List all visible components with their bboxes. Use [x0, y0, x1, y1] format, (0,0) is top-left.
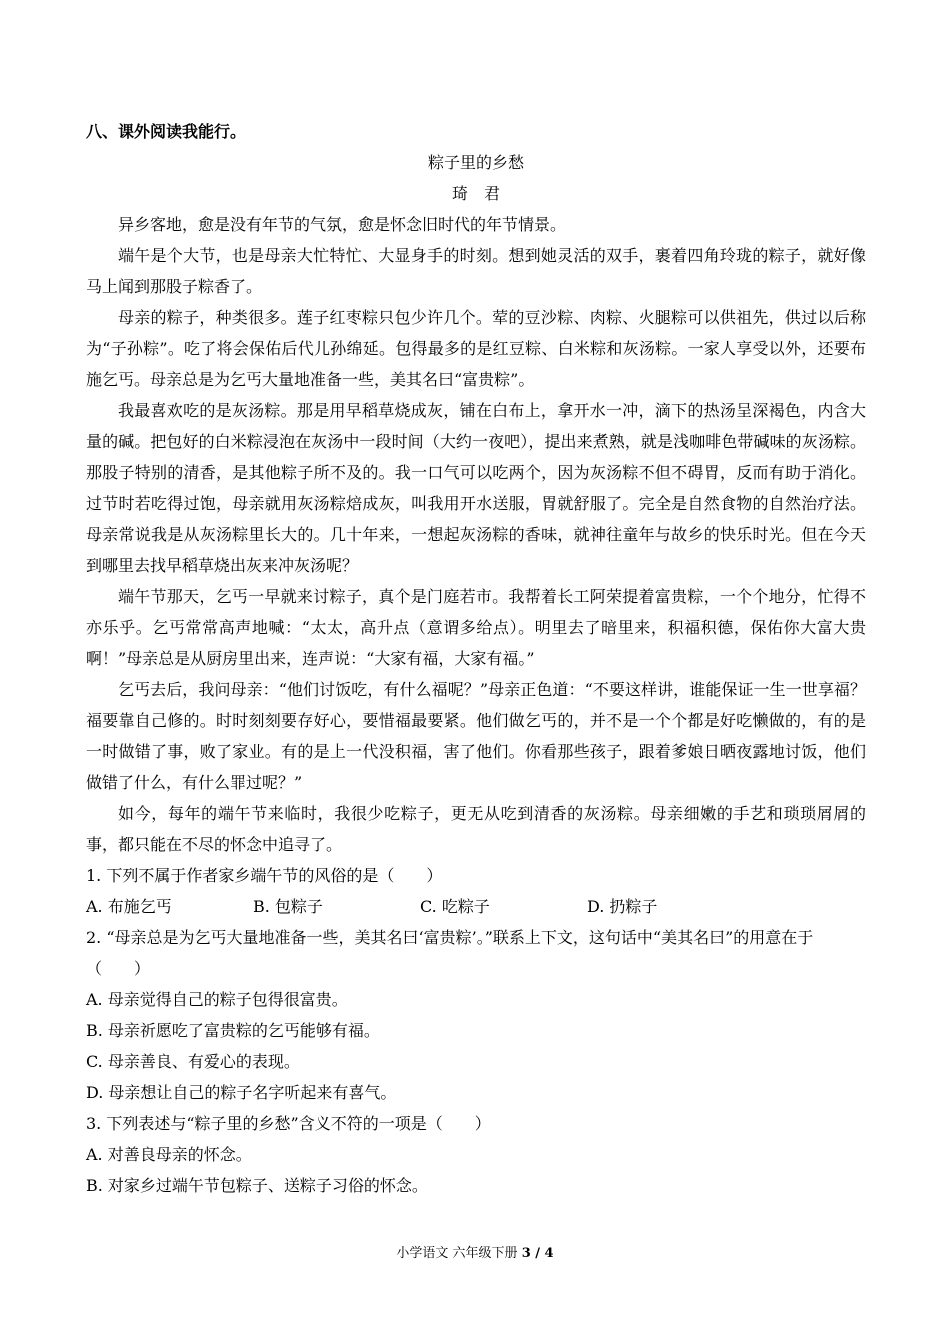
q1-option-b: B. 包粽子 [253, 897, 323, 916]
paragraph-7: 如今，每年的端午节来临时，我很少吃粽子，更无从吃到清香的灰汤粽。母亲细嫩的手艺和琐琐屑屑的事，都只能在不尽的怀念中追寻了。 [86, 804, 866, 854]
q1-option-a: A. 布施乞丐 [86, 897, 172, 916]
question-1-options [86, 891, 866, 922]
q2-option-a: A. 母亲觉得自己的粽子包得很富贵。 [86, 990, 348, 1009]
q1-option-d: D. 扔粽子 [587, 897, 658, 916]
article-author: 琦 君 [451, 184, 500, 203]
question-2-stem: 2. “母亲总是为乞丐大量地准备一些，美其名曰‘富贵粽’。”联系上下文，这句话中“美其名曰”的用意在于（ ） [86, 928, 814, 978]
paragraph-1: 异乡客地，愈是没有年节的气氛，愈是怀念旧时代的年节情景。 [118, 215, 567, 234]
footer-page-number: 3 / 4 [521, 1246, 554, 1261]
q2-option-d: D. 母亲想让自己的粽子名字听起来有喜气。 [86, 1083, 397, 1102]
q3-option-a: A. 对善良母亲的怀念。 [86, 1145, 252, 1164]
q2-option-c: C. 母亲善良、有爱心的表现。 [86, 1052, 300, 1071]
section-title: 八、课外阅读我能行。 [86, 122, 247, 141]
question-3-stem: 3. 下列表述与“粽子里的乡愁”含义不符的一项是（ ） [86, 1114, 491, 1133]
paragraph-5: 端午节那天，乞丐一早就来讨粽子，真个是门庭若市。我帮着长工阿荣提着富贵粽，一个个地分，忙得不亦乐乎。乞丐常常高声地喊：“太太，高升点（意谓多给点）。明里去了暗里来，积福积德，保佑你大富大贵啊！”母亲总是从厨房里出来，连声说：“大家有福，大家有福。” [86, 587, 866, 668]
q3-option-b: B. 对家乡过端午节包粽子、送粽子习俗的怀念。 [86, 1176, 428, 1195]
q2-option-b: B. 母亲祈愿吃了富贵粽的乞丐能够有福。 [86, 1021, 380, 1040]
footer-subject: 小学语文 六年级下册 [396, 1246, 522, 1261]
content-area [86, 116, 866, 1201]
article-title: 粽子里的乡愁 [427, 153, 524, 172]
page-footer [0, 1244, 950, 1264]
paragraph-4: 我最喜欢吃的是灰汤粽。那是用早稻草烧成灰，铺在白布上，拿开水一冲，滴下的热汤呈深褐色，内含大量的碱。把包好的白米粽浸泡在灰汤中一段时间（大约一夜吧），提出来煮熟，就是浅咖啡色带碱味的灰汤粽。那股子特别的清香，是其他粽子所不及的。我一口气可以吃两个，因为灰汤粽不但不碍胃，反而有助于消化。过节时若吃得过饱，母亲就用灰汤粽焙成灰，叫我用开水送服，胃就舒服了。完全是自然食物的自然治疗法。母亲常说我是从灰汤粽里长大的。几十年来，一想起灰汤粽的香味，就神往童年与故乡的快乐时光。但在今天到哪里去找早稻草烧出灰来冲灰汤呢？ [86, 401, 866, 575]
paragraph-3: 母亲的粽子，种类很多。莲子红枣粽只包少许几个。荤的豆沙粽、肉粽、火腿粽可以供祖先，供过以后称为“子孙粽”。吃了将会保佑后代儿孙绵延。包得最多的是红豆粽、白米粽和灰汤粽。一家人享受以外，还要布施乞丐。母亲总是为乞丐大量地准备一些，美其名曰“富贵粽”。 [86, 308, 866, 389]
paragraph-2: 端午是个大节，也是母亲大忙特忙、大显身手的时刻。想到她灵活的双手，裹着四角玲珑的粽子，就好像马上闻到那股子粽香了。 [86, 246, 866, 296]
question-1-stem: 1. 下列不属于作者家乡端午节的风俗的是（ ） [86, 866, 443, 885]
q1-option-c: C. 吃粽子 [420, 897, 490, 916]
paragraph-6: 乞丐去后，我问母亲：“他们讨饭吃，有什么福呢？”母亲正色道：“不要这样讲，谁能保证一生一世享福？福要靠自己修的。时时刻刻要存好心，要惜福最要紧。他们做乞丐的，并不是一个个都是好吃懒做的，有的是一时做错了事，败了家业。有的是上一代没积福，害了他们。你看那些孩子，跟着爹娘日晒夜露地讨饭，他们做错了什么，有什么罪过呢？” [86, 680, 866, 792]
